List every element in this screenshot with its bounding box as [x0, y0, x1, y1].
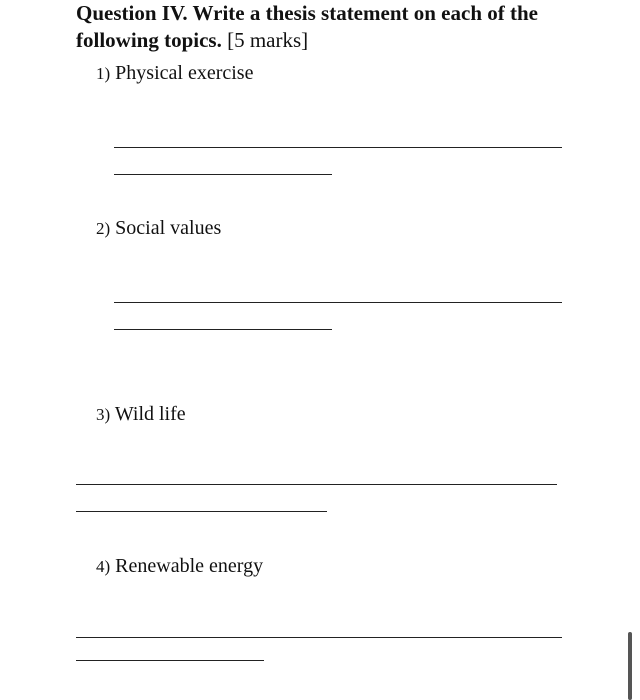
topic-4: [96, 554, 263, 579]
scrollbar[interactable]: [628, 632, 632, 700]
answer-line-4b[interactable]: [76, 660, 264, 661]
question-title: Question IV. Write a thesis statement on each of the following topics.: [76, 1, 538, 52]
topic-2: [96, 216, 221, 241]
answer-line-1a[interactable]: [114, 147, 562, 148]
question-heading: [76, 0, 596, 54]
answer-line-3b[interactable]: [76, 511, 327, 512]
answer-line-2b[interactable]: [114, 329, 332, 330]
topic-4-label: Renewable energy: [115, 555, 264, 577]
question-marks: [5 marks]: [227, 28, 309, 52]
topic-3: [96, 402, 186, 427]
topic-3-label: Wild life: [114, 403, 186, 425]
answer-line-3a[interactable]: [76, 484, 557, 485]
answer-line-1b[interactable]: [114, 174, 332, 175]
topic-3-number: 3): [96, 405, 111, 424]
topic-1-label: Physical exercise: [115, 62, 254, 84]
topic-2-number: 2): [96, 219, 111, 238]
answer-line-4a[interactable]: [76, 637, 562, 638]
topic-4-number: 4): [96, 557, 111, 576]
topic-1-number: 1): [96, 64, 111, 83]
topic-1: [96, 61, 253, 86]
topic-2-label: Social values: [115, 217, 222, 239]
answer-line-2a[interactable]: [114, 302, 562, 303]
